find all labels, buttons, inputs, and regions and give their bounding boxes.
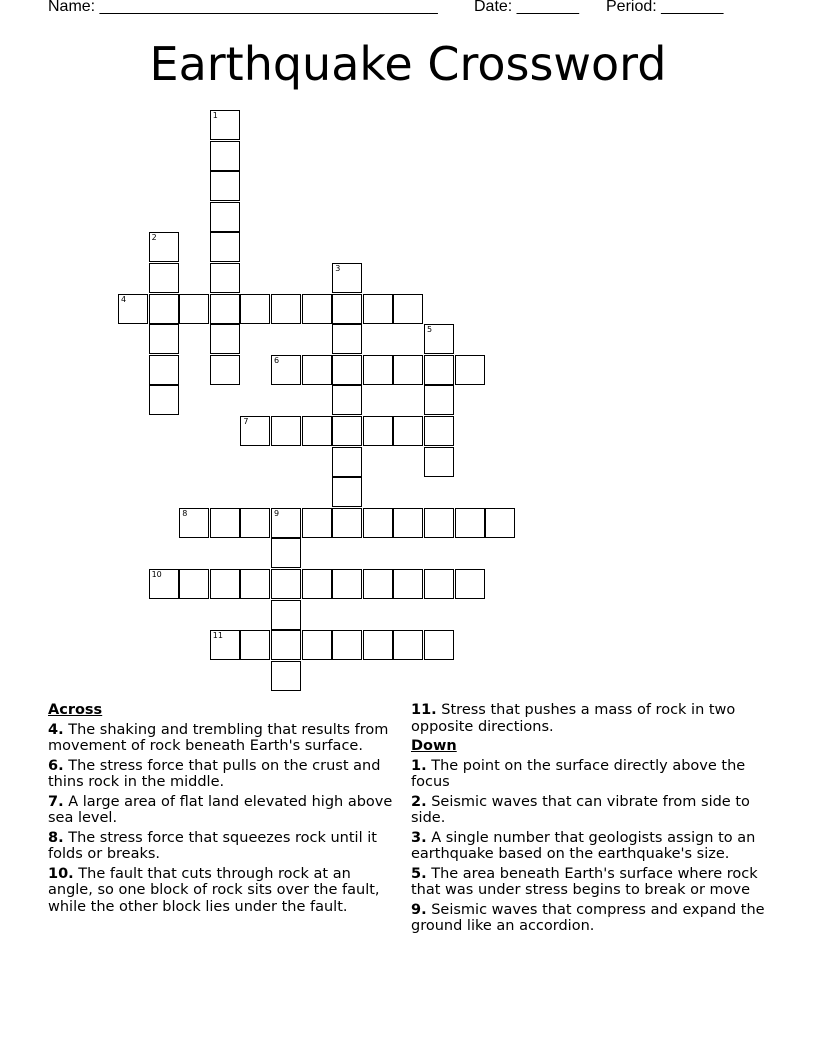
date-field[interactable]: Date: _______ [474,0,579,15]
grid-cell[interactable] [485,508,515,538]
down-heading: Down [411,738,457,754]
grid-cell[interactable] [149,324,179,354]
grid-cell[interactable] [149,355,179,385]
clue-number: 6 [274,355,280,365]
grid-cell[interactable] [179,508,209,538]
grid-cell[interactable] [363,416,393,446]
grid-cell[interactable] [210,202,240,232]
grid-cell[interactable] [424,355,454,385]
grid-cell[interactable] [210,355,240,385]
grid-cell[interactable] [332,355,362,385]
clues-left-column [48,702,398,918]
grid-cell[interactable] [393,416,423,446]
grid-cell[interactable] [424,447,454,477]
grid-cell[interactable] [210,141,240,171]
grid-cell[interactable] [393,630,423,660]
grid-cell[interactable] [179,294,209,324]
grid-cell[interactable] [424,569,454,599]
clue-number: 3 [335,264,341,273]
grid-cell[interactable] [363,569,393,599]
grid-cell[interactable] [149,385,179,415]
clues-right-column [411,702,771,938]
grid-cell[interactable] [210,324,240,354]
grid-cell[interactable] [271,569,301,599]
clue-across-6: 6. The stress force that pulls on the crust and thins rock in the middle. [48,757,381,790]
clue-number: 8 [182,508,188,518]
clue-down-2: 2. Seismic waves that can vibrate from side to side. [411,793,750,826]
grid-cell[interactable] [424,630,454,660]
grid-cell[interactable] [424,416,454,446]
clue-number: 5 [427,325,433,335]
grid-cell[interactable] [302,294,332,324]
grid-cell[interactable] [271,508,301,538]
grid-cell[interactable] [210,630,240,660]
grid-cell[interactable] [302,508,332,538]
grid-cell[interactable] [240,569,270,599]
grid-cell[interactable] [363,630,393,660]
grid-cell[interactable] [210,110,240,140]
grid-cell[interactable] [302,355,332,385]
clue-down-5: 5. The area beneath Earth's surface where rock that was under stress begins to break or move [411,865,758,898]
grid-cell[interactable] [271,661,301,691]
grid-cell[interactable] [240,294,270,324]
grid-cell[interactable] [332,263,362,293]
grid-cell[interactable] [271,538,301,568]
name-field[interactable]: Name: ______________________________________ [48,0,438,15]
grid-cell[interactable] [424,385,454,415]
grid-cell[interactable] [393,508,423,538]
grid-cell[interactable] [240,416,270,446]
clue-number: 1 [212,111,218,120]
clue-number: 11 [212,631,223,641]
grid-cell[interactable] [302,569,332,599]
grid-cell[interactable] [118,294,148,324]
grid-cell[interactable] [455,508,485,538]
grid-cell[interactable] [271,416,301,446]
grid-cell[interactable] [332,447,362,477]
grid-cell[interactable] [332,630,362,660]
grid-cell[interactable] [424,324,454,354]
grid-cell[interactable] [179,569,209,599]
grid-cell[interactable] [210,171,240,201]
period-field[interactable]: Period: _______ [606,0,724,15]
grid-cell[interactable] [210,569,240,599]
grid-cell[interactable] [332,508,362,538]
grid-cell[interactable] [455,355,485,385]
grid-cell[interactable] [393,294,423,324]
clue-across-10: 10. The fault that cuts through rock at an angle, so one block of rock sits over the fault, while the other block lies under the fault. [48,865,380,915]
clue-number: 9 [274,508,280,518]
clue-number: 2 [151,233,157,243]
grid-cell[interactable] [149,569,179,599]
grid-cell[interactable] [271,355,301,385]
grid-cell[interactable] [271,630,301,660]
grid-cell[interactable] [332,324,362,354]
grid-cell[interactable] [332,385,362,415]
clue-number: 10 [151,570,162,579]
grid-cell[interactable] [210,232,240,262]
clue-across-4: 4. The shaking and trembling that results from movement of rock beneath Earth's surface. [48,721,389,754]
grid-cell[interactable] [149,294,179,324]
grid-cell[interactable] [332,477,362,507]
clue-number: 4 [121,294,127,304]
grid-cell[interactable] [393,569,423,599]
page-title: Earthquake Crossword [149,37,667,91]
across-heading: Across [48,702,103,718]
grid-cell[interactable] [332,294,362,324]
grid-cell[interactable] [271,600,301,630]
grid-cell[interactable] [363,355,393,385]
clue-across-8: 8. The stress force that squeezes rock until it folds or breaks. [48,829,377,862]
grid-cell[interactable] [271,294,301,324]
grid-cell[interactable] [302,630,332,660]
grid-cell[interactable] [424,508,454,538]
grid-cell[interactable] [149,232,179,262]
grid-cell[interactable] [363,294,393,324]
clue-number: 7 [243,417,249,426]
clue-across-7: 7. A large area of flat land elevated high above sea level. [48,793,393,826]
grid-cell[interactable] [210,294,240,324]
clue-down-3: 3. A single number that geologists assign to an earthquake based on the earthquake's size. [411,829,756,862]
grid-cell[interactable] [240,508,270,538]
grid-cell[interactable] [455,569,485,599]
clue-across-11: 11. Stress that pushes a mass of rock in two opposite directions. [411,702,736,735]
grid-cell[interactable] [363,508,393,538]
grid-cell[interactable] [332,416,362,446]
grid-cell[interactable] [149,263,179,293]
grid-cell[interactable] [393,355,423,385]
grid-cell[interactable] [210,263,240,293]
grid-cell[interactable] [332,569,362,599]
grid-cell[interactable] [302,416,332,446]
clue-down-1: 1. The point on the surface directly above the focus [411,757,746,790]
grid-cell[interactable] [210,508,240,538]
clue-down-9: 9. Seismic waves that compress and expand the ground like an accordion. [411,901,765,934]
grid-cell[interactable] [240,630,270,660]
